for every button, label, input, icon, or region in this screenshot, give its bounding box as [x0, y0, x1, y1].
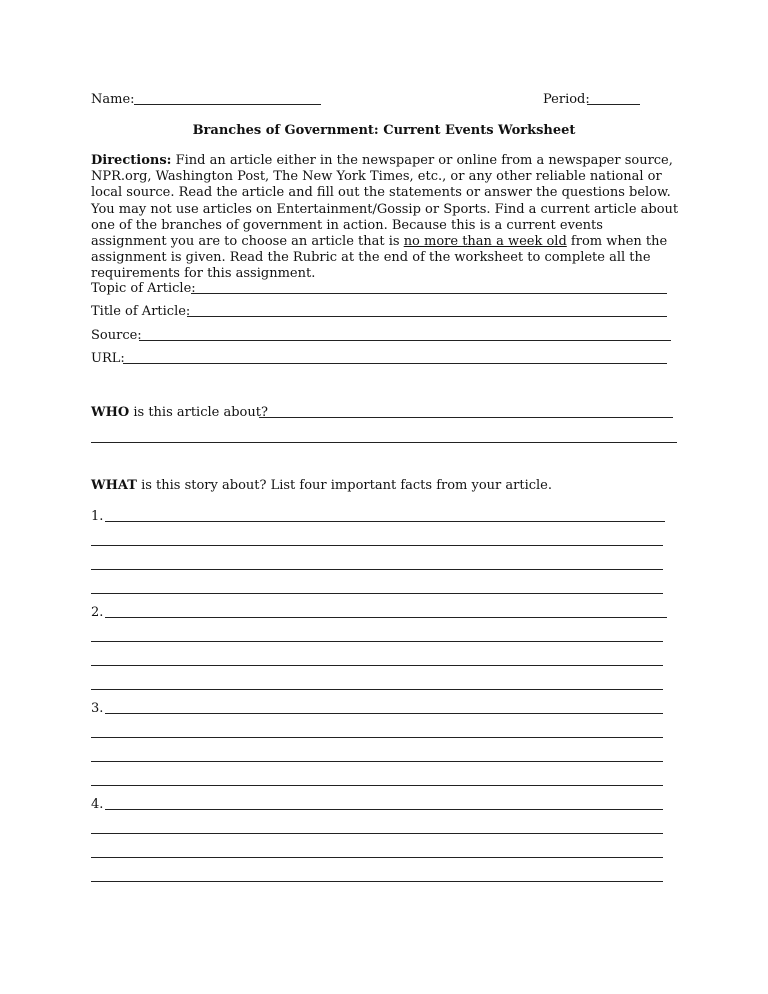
period-label: Period:	[543, 92, 590, 107]
directions-paragraph	[91, 153, 681, 283]
fact-1-line-4[interactable]	[91, 593, 663, 594]
title-field-line[interactable]	[187, 316, 667, 317]
fact-number-4: 4.	[91, 797, 104, 812]
worksheet-title: Branches of Government: Current Events Worksheet	[192, 123, 576, 138]
fact-3-line-2[interactable]	[91, 737, 663, 738]
topic-field-line[interactable]	[191, 293, 667, 294]
fact-3-line-1[interactable]	[105, 713, 663, 714]
source-label: Source:	[91, 328, 142, 343]
who-answer-line[interactable]	[259, 417, 673, 418]
topic-label: Topic of Article:	[91, 281, 196, 296]
name-field-line[interactable]	[134, 104, 321, 105]
who-rest: is this article about?	[129, 405, 268, 420]
fact-2-line-2[interactable]	[91, 641, 663, 642]
who-bold: WHO	[91, 405, 130, 420]
fact-number-1: 1.	[91, 509, 104, 524]
fact-2-line-4[interactable]	[91, 689, 663, 690]
directions-underlined: no more than a week old	[403, 234, 567, 250]
who-answer-line-2[interactable]	[91, 442, 677, 443]
fact-4-line-2[interactable]	[91, 833, 663, 834]
directions-text-before: Find an article either in the newspaper or online from a newspaper source, NPR.org, Washington Post, The New York Times, etc., or any other reliable national or local source. Read the article and fill out the statements or answer the questions below. You may not use articles on Entertainment/Gossip or Sports. Find a current article about one of the branches of government in action. Because this is a current events assignment you are to choose an article that is	[91, 153, 679, 250]
what-question	[91, 477, 552, 494]
source-field-line[interactable]	[139, 340, 671, 341]
fact-2-line-1[interactable]	[105, 617, 667, 618]
url-label: URL:	[91, 351, 125, 366]
what-rest: is this story about? List four important facts from your article.	[136, 478, 553, 493]
directions-label: Directions:	[91, 153, 172, 168]
fact-1-line-3[interactable]	[91, 569, 663, 570]
fact-1-line-1[interactable]	[105, 521, 665, 522]
fact-number-3: 3.	[91, 701, 104, 716]
fact-number-2: 2.	[91, 605, 104, 620]
fact-3-line-3[interactable]	[91, 761, 663, 762]
fact-4-line-3[interactable]	[91, 857, 663, 858]
period-field-line[interactable]	[587, 104, 640, 105]
name-label: Name:	[91, 92, 135, 107]
fact-4-line-4[interactable]	[91, 881, 663, 882]
fact-2-line-3[interactable]	[91, 665, 663, 666]
url-field-line[interactable]	[123, 363, 667, 364]
fact-3-line-4[interactable]	[91, 785, 663, 786]
fact-4-line-1[interactable]	[105, 809, 663, 810]
directions-text-after: from when the assignment is given. Read the Rubric at the end of the worksheet to complete all the requirements for this assignment.	[91, 234, 668, 282]
what-bold: WHAT	[91, 478, 137, 493]
title-label: Title of Article:	[91, 304, 191, 319]
who-question	[91, 404, 268, 421]
fact-1-line-2[interactable]	[91, 545, 663, 546]
